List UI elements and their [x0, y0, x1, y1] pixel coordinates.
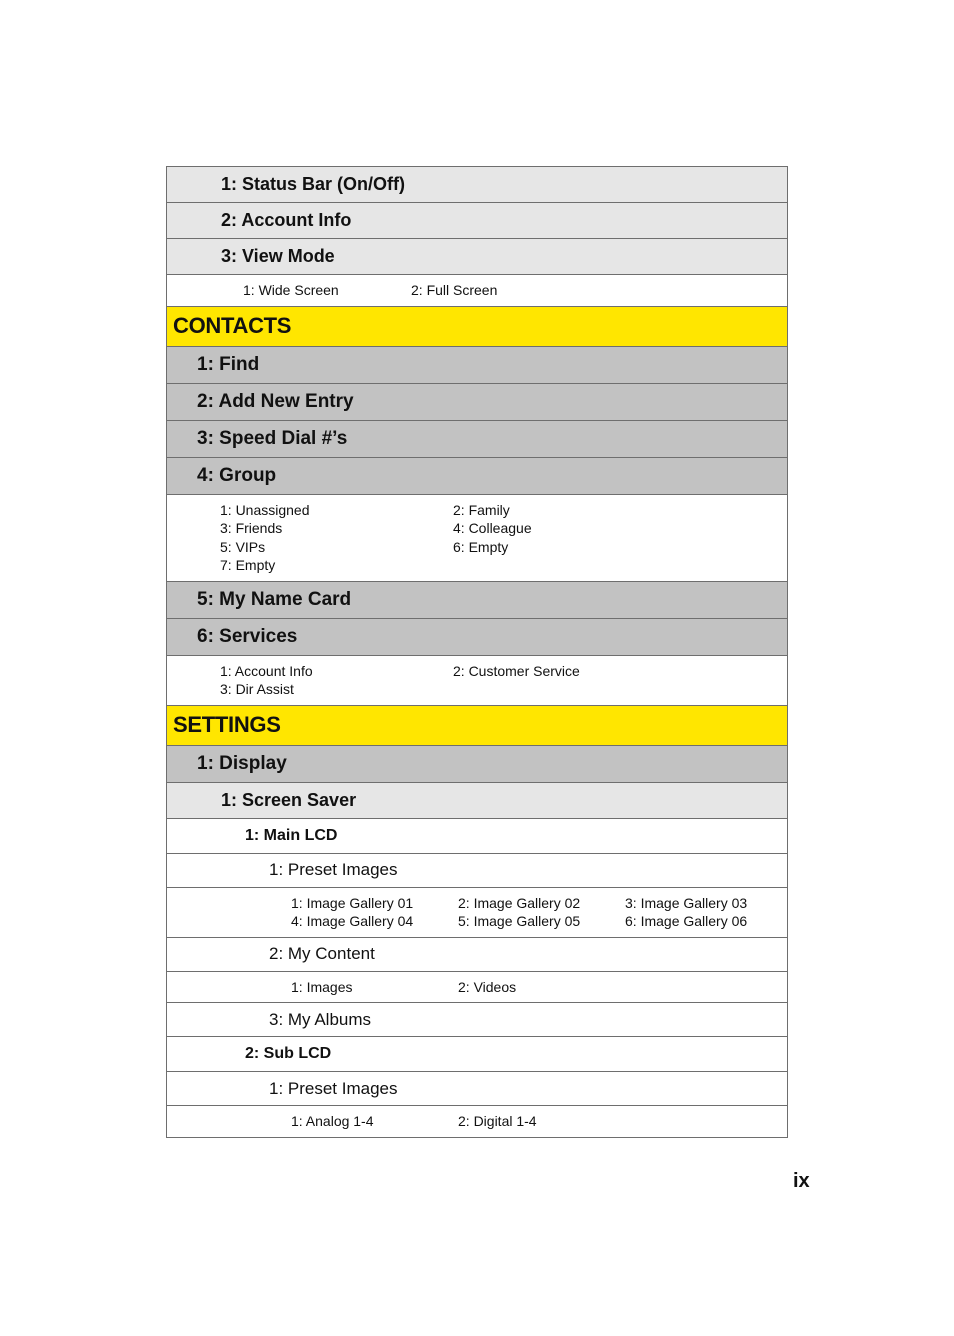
options-line	[220, 680, 787, 699]
option-item: 2: Digital 1-4	[458, 1113, 537, 1129]
submenu-item-row	[167, 167, 787, 203]
options-line	[291, 1112, 787, 1131]
submenu-item-row	[167, 203, 787, 239]
menu-item-label: 1: Display	[197, 752, 287, 774]
option-item: 1: Image Gallery 01	[291, 894, 414, 911]
menu-subitem-row	[167, 938, 787, 972]
section-header-label: CONTACTS	[173, 313, 292, 338]
submenu-item-label: 1: Status Bar (On/Off)	[221, 174, 406, 194]
menu-item-label: 3: Speed Dial #’s	[197, 427, 348, 449]
menu-item-label: 1: Find	[197, 353, 260, 375]
options-line	[243, 281, 787, 300]
menu-subitem-label: 3: My Albums	[269, 1009, 372, 1029]
menu-item-label: 2: Add New Entry	[197, 390, 354, 412]
option-item: 5: VIPs	[220, 538, 266, 555]
option-item: 2: Customer Service	[453, 662, 580, 679]
menu-item-row	[167, 458, 787, 495]
options-row	[167, 1106, 787, 1137]
submenu-item-label: 1: Screen Saver	[221, 789, 357, 810]
menu-subitem-row	[167, 1072, 787, 1106]
options-line	[220, 538, 787, 557]
submenu-item-row	[167, 783, 787, 819]
options-line	[291, 978, 787, 997]
option-item: 2: Family	[453, 501, 510, 518]
options-line	[220, 519, 787, 538]
options-row	[167, 888, 787, 938]
option-item: 1: Analog 1-4	[291, 1113, 374, 1129]
submenu-item-row	[167, 239, 787, 275]
menu-item-row	[167, 421, 787, 458]
menu-tree-table	[166, 166, 788, 1138]
options-row	[167, 656, 787, 706]
options-row	[167, 495, 787, 582]
options-line	[291, 912, 787, 931]
subsubmenu-item-label: 1: Main LCD	[245, 826, 338, 844]
options-row	[167, 972, 787, 1004]
menu-item-row	[167, 384, 787, 421]
menu-subitem-row	[167, 854, 787, 888]
menu-item-row	[167, 582, 787, 619]
options-row	[167, 275, 787, 307]
options-line	[220, 662, 787, 681]
option-item: 3: Image Gallery 03	[625, 894, 748, 911]
subsubmenu-item-row	[167, 1037, 787, 1072]
menu-subitem-label: 2: My Content	[269, 944, 375, 963]
menu-item-label: 6: Services	[197, 625, 298, 647]
options-line	[291, 894, 787, 913]
menu-subitem-label: 1: Preset Images	[269, 860, 398, 879]
section-header-label: SETTINGS	[173, 712, 281, 737]
option-item: 1: Images	[291, 978, 353, 995]
page-number: ix	[793, 1170, 810, 1192]
submenu-item-label: 3: View Mode	[221, 246, 335, 266]
option-item: 4: Image Gallery 04	[291, 913, 414, 929]
menu-item-row	[167, 619, 787, 656]
option-item: 5: Image Gallery 05	[458, 913, 581, 929]
subsubmenu-item-row	[167, 819, 787, 854]
menu-item-row	[167, 347, 787, 384]
menu-subitem-row	[167, 1003, 787, 1037]
option-item: 2: Image Gallery 02	[458, 894, 581, 911]
options-line	[220, 556, 787, 575]
option-item: 7: Empty	[220, 557, 276, 573]
option-item: 2: Videos	[458, 978, 517, 995]
section-header-row	[167, 307, 787, 347]
option-item: 1: Account Info	[220, 662, 313, 679]
menu-item-label: 5: My Name Card	[197, 588, 352, 610]
option-item: 6: Empty	[453, 538, 509, 555]
option-item: 1: Wide Screen	[243, 282, 339, 298]
option-item: 3: Friends	[220, 520, 283, 536]
menu-item-label: 4: Group	[197, 464, 277, 486]
option-item: 2: Full Screen	[411, 282, 498, 298]
menu-item-row	[167, 746, 787, 783]
section-header-row	[167, 706, 787, 746]
option-item: 3: Dir Assist	[220, 681, 294, 697]
menu-subitem-label: 1: Preset Images	[269, 1078, 398, 1098]
submenu-item-label: 2: Account Info	[221, 210, 352, 230]
option-item: 4: Colleague	[453, 520, 532, 536]
subsubmenu-item-label: 2: Sub LCD	[245, 1045, 332, 1062]
option-item: 1: Unassigned	[220, 501, 310, 518]
option-item: 6: Image Gallery 06	[625, 913, 748, 929]
options-line	[220, 501, 787, 520]
